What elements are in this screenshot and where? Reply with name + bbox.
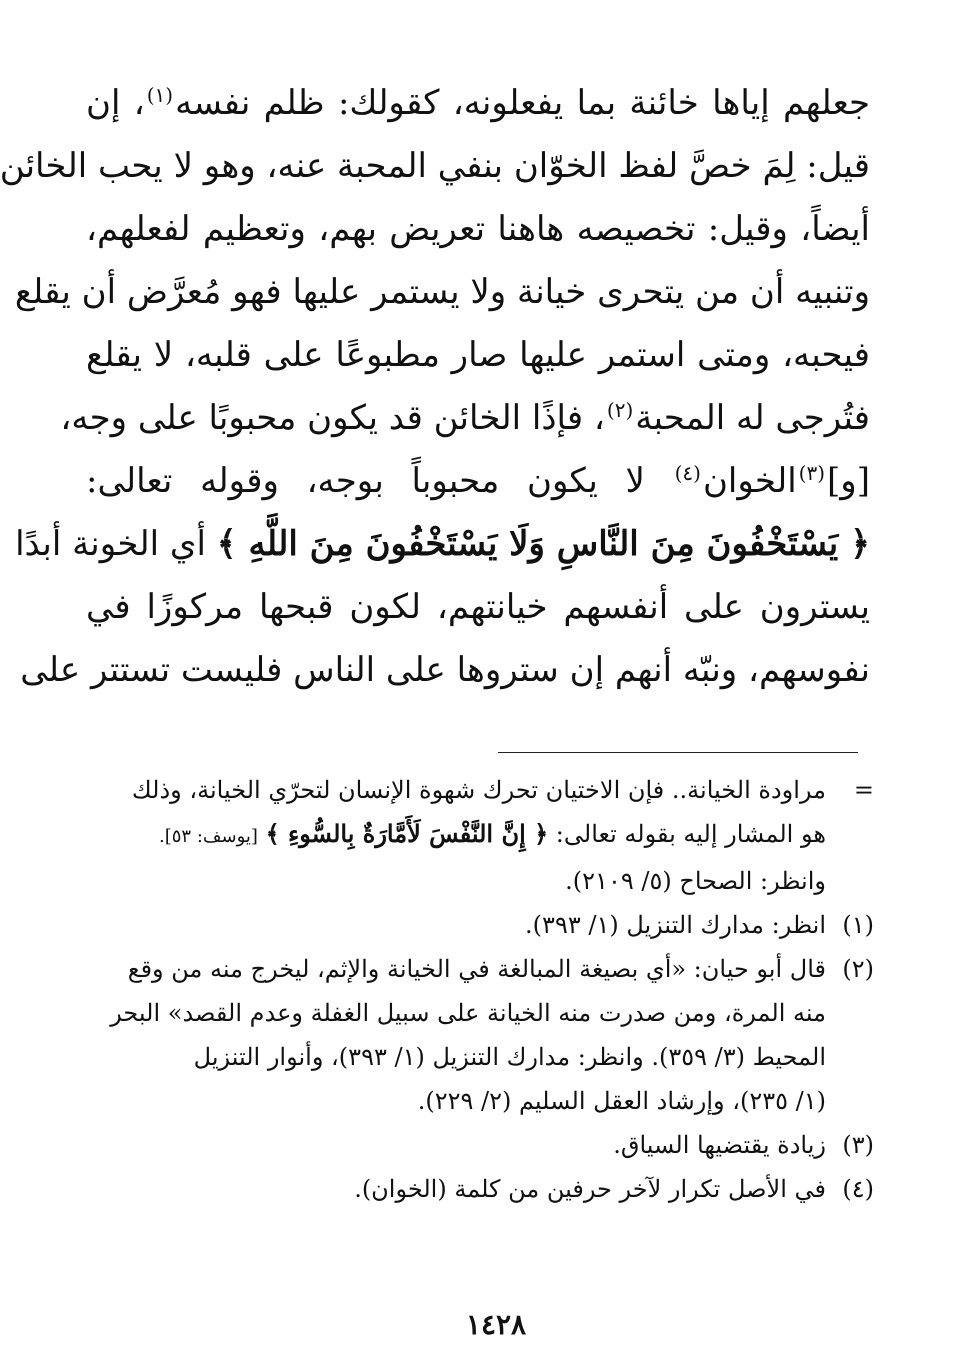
footnote-3 — [74, 1123, 874, 1167]
footnote-continuation — [74, 768, 874, 903]
main-line-9: يسترون على أنفسهم خيانتهم، لكون قبحها مركوزًا في — [86, 587, 870, 627]
main-line-4: وتنبيه أن من يتحرى خيانة ولا يستمر عليها فهو مُعرَّض أن يقلع — [14, 272, 870, 312]
footnote-line: قال أبو حيان: «أي بصيغة المبالغة في الخيانة والإثم، ليخرج منه من وقع — [127, 955, 826, 983]
footnote-ref-3[interactable]: (٣) — [798, 460, 826, 485]
main-line-10: نفوسهم، ونبّه أنهم إن ستروها على الناس فليست تستتر على — [20, 650, 870, 690]
footnote-line: المحيط (٣/ ٣٥٩). وانظر: مدارك التنزيل (١/ ٣٩٣)، وأنوار التنزيل — [193, 1043, 826, 1071]
main-line-3: أيضاً، وقيل: تخصيصه هاهنا تعريض بهم، وتعظيم لفعلهم، — [86, 209, 870, 249]
footnote-line: في الأصل تكرار لآخر حرفين من كلمة (الخوان). — [354, 1175, 826, 1203]
main-line-7: [و]$^{(٣)}$الخوان$^{(٤)}$ لا يكون محبوباً بوجه، وقوله تعالى: — [86, 460, 870, 501]
footnote-mark: (٣) — [842, 1131, 874, 1159]
footnote-mark: (٢) — [842, 955, 874, 983]
page-number: ١٤٢٨ — [465, 1308, 527, 1341]
footnote-separator — [498, 752, 858, 753]
footnote-line: منه المرة، ومن صدرت منه الخيانة على سبيل الغفلة وعدم القصد» البحر — [110, 999, 826, 1027]
footnote-line: زيادة يقتضيها السياق. — [613, 1131, 826, 1159]
quran-verse-footnote: ﴿ إِنَّ النَّفْسَ لَأَمَّارَةٌ بِالسُّوءِ ﴾ — [265, 819, 549, 848]
footnote-mark: (١) — [842, 911, 874, 939]
footnote-line: (١/ ٢٣٥)، وإرشاد العقل السليم (٢/ ٢٢٩). — [417, 1087, 826, 1115]
footnote-2 — [74, 947, 874, 1123]
verse-citation: [يوسف: ٥٣]. — [159, 826, 258, 847]
footnote-line: وانظر: الصحاح (٥/ ٢١٠٩). — [565, 867, 826, 895]
main-line-1: جعلهم إياها خائنة بما يفعلونه، كقولك: ظلم نفسه$^{(١)}$، إن — [86, 82, 870, 123]
footnote-4 — [74, 1167, 874, 1211]
main-text — [0, 72, 870, 702]
footnote-1 — [74, 903, 874, 947]
main-line-5: فيحبه، ومتى استمر عليها صار مطبوعًا على قلبه، لا يقلع — [86, 335, 870, 375]
main-line-6: فتُرجى له المحبة$^{(٢)}$، فإذًا الخائن قد يكون محبوبًا على وجه، — [60, 397, 870, 438]
footnote-mark: (٤) — [842, 1175, 874, 1203]
footnote-ref-4[interactable]: (٤) — [674, 460, 701, 485]
footnotes — [74, 768, 874, 1211]
main-line-8: ﴿ يَسْتَخْفُونَ مِنَ النَّاسِ وَلَا يَسْتَخْفُونَ مِنَ اللَّهِ ﴾ أي الخونة أبدًا — [15, 524, 870, 564]
footnote-ref-2[interactable]: (٢) — [606, 397, 634, 422]
main-line-2: قيل: لِمَ خصَّ لفظ الخوّان بنفي المحبة عنه، وهو لا يحب الخائن — [0, 146, 870, 186]
footnote-line: هو المشار إليه بقوله تعالى: ﴿ إِنَّ النَّفْسَ لَأَمَّارَةٌ بِالسُّوءِ ﴾ [يوسف: ٥٣]. — [159, 819, 826, 848]
footnote-line: مراودة الخيانة.. فإن الاختيان تحرك شهوة الإنسان لتحرّي الخيانة، وذلك — [131, 776, 826, 804]
continuation-mark: = — [853, 776, 874, 804]
quran-verse: ﴿ يَسْتَخْفُونَ مِنَ النَّاسِ وَلَا يَسْتَخْفُونَ مِنَ اللَّهِ ﴾ — [216, 524, 870, 564]
footnote-line: انظر: مدارك التنزيل (١/ ٣٩٣). — [525, 911, 826, 939]
footnote-ref-1[interactable]: (١) — [146, 82, 174, 107]
